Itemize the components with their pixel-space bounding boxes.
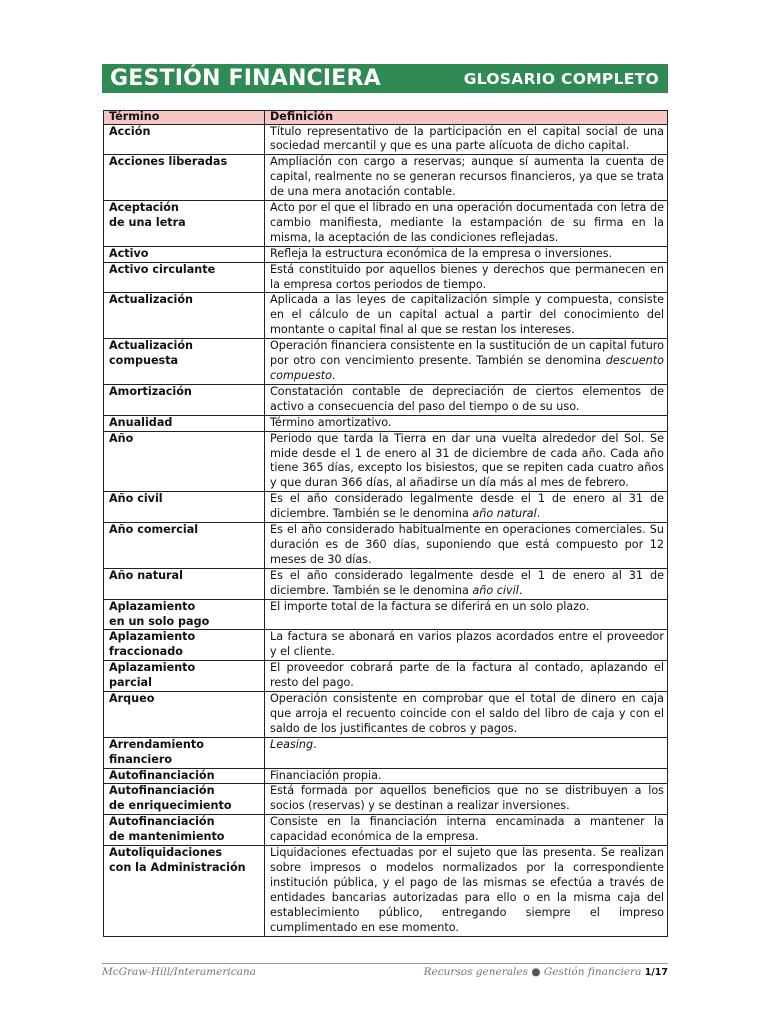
definition-text: Liquidaciones efectuadas por el sujeto que las presenta. Se realizan sobre impresos o modelos normalizados por la correspondiente institución pública, y el pago de las mismas se efectúa a través de entidades bancarias autorizadas para ello o en la misma caja del establecimiento público, entregando siempre el impreso cumplimentado en ese momento. [270,846,664,934]
table-row [104,692,668,738]
table-row [104,661,668,692]
term-cell: Autofinanciación de enriquecimiento [104,784,265,815]
term-cell: Autofinanciación [104,768,265,784]
definition-cell [265,339,668,385]
definition-text: Constatación contable de depreciación de ciertos elementos de activo a consecuencia del paso del tiempo o de su uso. [270,384,664,413]
definition-italic-text: descuento compuesto [270,354,664,382]
definition-text: Operación consistente en comprobar que el total de dinero en caja que arroja el recuento coincide con el saldo del libro de caja y con el saldo de los justificantes de cobros y pagos. [270,692,664,735]
term-cell: Año comercial [104,523,265,569]
definition-cell [265,568,668,599]
definition-text: La factura se abonará en varios plazos acordados entre el proveedor y el cliente. [270,630,664,659]
term-cell: Activo [104,246,265,262]
column-header-definition: Definición [265,111,668,125]
definition-cell [265,846,668,936]
definition-text: . [536,507,541,521]
definition-cell [265,815,668,846]
term-cell: Activo circulante [104,262,265,293]
table-row [104,630,668,661]
definition-text: Refleja la estructura económica de la empresa o inversiones. [270,246,613,260]
term-cell: Año natural [104,568,265,599]
table-row [104,599,668,630]
table-row [104,293,668,339]
definition-text: Es el año considerado legalmente desde el 1 de enero al 31 de diciembre. También se le denomina [270,492,664,521]
column-header-term: Término [104,111,265,125]
term-cell: Acciones liberadas [104,155,265,201]
footer-section: Recursos generales [423,966,528,978]
table-row [104,768,668,784]
footer-right [424,966,668,982]
footer-publisher: McGraw-Hill/Interamericana [102,966,256,978]
definition-italic-text: año natural [472,507,537,521]
definition-text: . [313,737,317,751]
table-row [104,568,668,599]
table-row [104,246,668,262]
page-number: 1/17 [644,967,668,978]
table-row [104,201,668,247]
definition-cell [265,384,668,415]
term-cell: Aceptación de una letra [104,201,265,247]
glossary-body [104,124,668,936]
definition-cell [265,737,668,768]
definition-italic-text: Leasing [270,737,314,751]
definition-cell [265,784,668,815]
definition-text: El proveedor cobrará parte de la factura al contado, aplazando el resto del pago. [270,661,664,690]
table-header-row [104,111,668,125]
page-footer [102,963,668,982]
definition-text: Está constituido por aquellos bienes y derechos que permanecen en la empresa cortos periodos de tiempo. [270,262,664,291]
term-cell: Autofinanciación de mantenimiento [104,815,265,846]
title-banner [102,64,668,93]
definition-text: Título representativo de la participación en el capital social de una sociedad mercantil y que es una parte alícuota de dicho capital. [270,124,664,153]
table-row [104,492,668,523]
definition-text: Financiación propia. [270,768,382,782]
definition-cell [265,599,668,630]
footer-subject: Gestión financiera [543,966,642,978]
definition-italic-text: año civil [472,583,519,597]
term-cell: Aplazamiento parcial [104,661,265,692]
document-title: GESTIÓN FINANCIERA [110,66,381,91]
definition-text: . [518,583,523,597]
term-cell: Actualización compuesta [104,339,265,385]
definition-cell [265,630,668,661]
glossary-table [103,110,668,937]
term-cell: Arqueo [104,692,265,738]
definition-cell [265,293,668,339]
definition-cell [265,246,668,262]
definition-text: Término amortizativo. [270,415,392,429]
definition-text: El importe total de la factura se diferirá en un solo plazo. [270,599,590,613]
table-row [104,124,668,155]
table-row [104,155,668,201]
term-cell: Aplazamiento en un solo pago [104,599,265,630]
term-cell: Autoliquidaciones con la Administración [104,846,265,936]
table-row [104,784,668,815]
footer-bullet: ● [531,966,541,978]
table-row [104,262,668,293]
definition-cell [265,692,668,738]
term-cell: Anualidad [104,415,265,431]
definition-cell [265,415,668,431]
definition-text: Está formada por aquellos beneficios que no se distribuyen a los socios (reservas) y se destinan a realizar inversiones. [270,784,664,813]
table-row [104,523,668,569]
definition-text: Ampliación con cargo a reservas; aunque sí aumenta la cuenta de capital, realmente no se generan recursos financieros, ya que se trata de una mera anotación contable. [270,155,664,199]
term-cell: Aplazamiento fraccionado [104,630,265,661]
table-row [104,431,668,492]
definition-text: Es el año considerado habitualmente en operaciones comerciales. Su duración es de 360 días, suponiendo que está compuesto por 12 meses de 30 días. [270,523,664,566]
definition-cell [265,262,668,293]
term-cell: Amortización [104,384,265,415]
definition-text: Periodo que tarda la Tierra en dar una vuelta alrededor del Sol. Se mide desde el 1 de enero al 31 de diciembre de cada año. Cada año tiene 365 días, excepto los bisiestos, que se repiten cada cuatro años y que duran 366 días, al añadirse un día más al mes de febrero. [270,431,664,490]
definition-text: Aplicada a las leyes de capitalización simple y compuesta, consiste en el cálculo de un capital actual a partir del conocimiento del montante o capital final al que se restan los intereses. [270,293,664,337]
definition-cell [265,492,668,523]
table-row [104,415,668,431]
definition-text: Operación financiera consistente en la sustitución de un capital futuro por otro con vencimiento presente. También se denomina [270,339,664,368]
definition-cell [265,523,668,569]
table-row [104,339,668,385]
definition-cell [265,661,668,692]
definition-cell [265,201,668,247]
definition-text: Acto por el que el librado en una operación documentada con letra de cambio manifiesta, mediante la estampación de su firma en la misma, la aceptación de las condiciones reflejadas. [270,201,664,244]
definition-text: Consiste en la financiación interna encaminada a mantener la capacidad económica de la empresa. [270,815,664,844]
definition-cell [265,768,668,784]
table-row [104,384,668,415]
table-row [104,737,668,768]
definition-cell [265,431,668,492]
term-cell: Actualización [104,293,265,339]
term-cell: Año [104,431,265,492]
term-cell: Año civil [104,492,265,523]
table-row [104,846,668,936]
term-cell: Arrendamiento financiero [104,737,265,768]
definition-cell [265,155,668,201]
table-row [104,815,668,846]
definition-cell [265,124,668,155]
document-subtitle: GLOSARIO COMPLETO [463,69,659,88]
definition-text: . [332,369,336,382]
definition-text: Es el año considerado legalmente desde el 1 de enero al 31 de diciembre. También se le denomina [270,568,664,597]
term-cell: Acción [104,124,265,155]
